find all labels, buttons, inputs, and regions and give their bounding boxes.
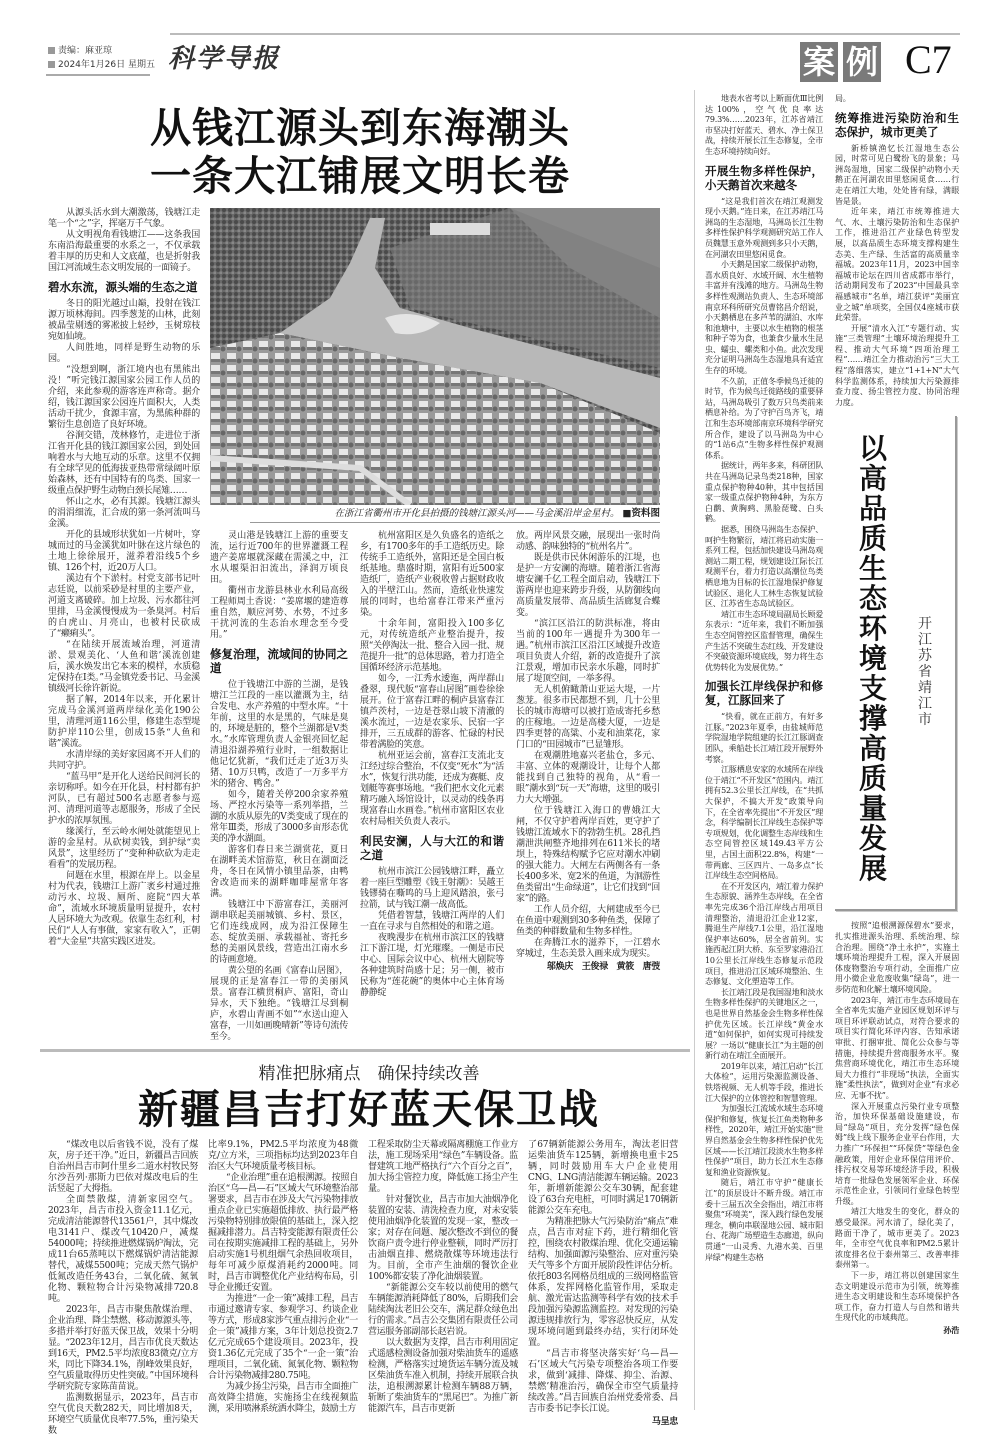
river-village-photo <box>210 208 660 505</box>
paragraph: 监测数据显示，2023年，昌吉市空气优良天数282天，同比增加8天，环境空气质量优良率77.5%，重污染天数 <box>48 1393 198 1436</box>
article3-column <box>835 921 959 1336</box>
paragraph: 十余年间，富阳投入100多亿元，对传统造纸产业整治提升，按照“关停淘汰一批、整合入园一批、规范提升一批”的总体思路，着力打造全国循环经济示范基地。 <box>360 619 504 673</box>
paragraph: “这是我们首次在靖江观测发现小天鹅。”连日来，在江苏靖江马洲岛的生态湿地，马洲岛长江生物多样性保护科学观测研究站工作人员魏慧玉意外观测到多只小天鹅，在河湖农田里悠闲觅食。 <box>705 196 823 259</box>
paragraph: 以大数据为支撑，昌吉市利用固定式遥感检测设备加强对柴油货车的遥感检测，严格落实过境货运车辆分流及城区柴油货车准入机制，持续开展联合执法，追根溯源累计检测车辆88万辆，斩断了柴油货车的“黑尾巴”。为推广新能源汽车，昌吉市更新 <box>368 1338 518 1414</box>
paragraph: 地表水省考以上断面优Ⅲ比例达100%，空气优良率达79.3%……2023年，江苏省靖江市坚决打好蓝天、碧水、净土保卫战，持续开展长江生态修复，全市生态环境持续向好。 <box>705 94 823 156</box>
paragraph: 杭州富阳区是久负盛名的造纸之乡，有1700多年的手工造纸历史。除传统手工造纸外，富阳还是全国白板纸基地。鼎盛时期，富阳有近500家造纸厂，造纸产业税收曾占据财政收入的半壁江山。然而，造纸业快速发展的同时，也给富春江带来严重污染。 <box>360 531 504 618</box>
article1-body <box>48 208 690 1043</box>
article2-column <box>528 1140 678 1428</box>
article1-headline <box>110 104 610 200</box>
paragraph: 据了解，2014年以来，开化累计完成马金溪河道两岸绿化美化190公里，清理河道116公里，修建生态型堤防护岸110公里，创成15条“人鱼和谐”溪流。 <box>48 695 200 749</box>
paragraph: 不久前，正值冬季候鸟迁徙的时节，作为候鸟迁徙路线的重要驿站，马洲岛吸引了数万只鸟类前来栖息补给。为了守护百鸟齐飞，靖江和生态环境部南京环境科学研究所合作，建设了以马洲岛为中心的“1站6点”生物多样性保护观测体系。 <box>705 376 823 460</box>
paragraph: 近年来，靖江市统筹推进大气、水、土壤污染防治和生态保护工作，推进沿江产业绿色转型发展，以高品质生态环境支撑构建生态美、生产绿、生活富的高质量幸福城。2023年11月，2023中国幸福城市论坛在四川省成都市举行，活动期间发布了2023“中国最具幸福感城市”名单，靖江获评“美丽宜业之城”单项奖，全国仅4座城市获此荣誉。 <box>835 207 959 323</box>
paragraph: 为推进“一企一策”减排工程，昌吉市通过邀请专家、参观学习、约谈企业等方式，形成8家涉气重点排污企业“一企一策”减排方案，3年计划总投资2.7亿元完成65个建设项目。2023年，投资1.36亿元完成了35个“一企一策”治理项目，二氧化硫、氮氧化物、颗粒物合计污染物减排280.75吨。 <box>208 1294 358 1381</box>
paragraph: 在不开发区内，靖江着力保护生态原貌、涵养生态岸线，在全省率先完成36个沿江岸线占用项目清理整治，清退沿江企业12家，腾退生产岸线7.1公里，沿江湿地保护率达60%，居全省前列。实施西起江阴大桥、东至罗家港沿江10公里长江岸线生态修复示范段项目，推进沿江区域环境整治、生态修复、文化塑造等工作。 <box>705 881 823 987</box>
paragraph: 全面禁散煤，清新家园空气。2023年，昌吉市投入资金11.1亿元，完成清洁能源替代13561户，其中煤改电3141户、煤改气10420户，减煤54000吨；持续推进燃煤锅炉淘汰，完成11台65蒸吨以下燃煤锅炉清洁能源替代，减煤5500吨；完成天然气锅炉低氮改造任务43台，二氧化硫、氮氧化物、颗粒物合计污染物减排720.8吨。 <box>48 1195 198 1304</box>
article2-body <box>48 1140 690 1437</box>
paragraph: 开化的县域形状犹如一片树叶，穿城而过的马金溪犹如叶脉在这片绿色的土地上徐徐展开，滋养着沿线5个乡镇、126个村，近20万人口。 <box>48 530 200 573</box>
article1-column <box>210 531 348 1043</box>
paragraph: 夜晚漫步在杭州市滨江区的钱塘江下游江堤，灯光璀璨。一侧是市民中心、国际会议中心、杭州大剧院等各种建筑时尚感十足；另一侧，被市民称为“莲花碗”的奥体中心主体育场静静绽 <box>360 933 504 998</box>
paragraph: 从源头活水到大潮激荡，钱塘江走笔一个“之”字，挥毫万千气象。 <box>48 208 200 229</box>
paragraph: 衢州市龙游县林业水利局高级工程师周土香说：“姜席堰的建造尊重自然，顺应河势、水势，不过多干扰河流的生态治水理念至今受用。” <box>210 586 348 640</box>
paragraph: 随后，靖江市守护“健康长江”的顶层设计不断升级。靖江市委十三届五次全会指出，靖江市将聚焦“环境美”，深入践行绿色发展理念，横向串联湿地公园、城市阳台、花海广场塑造生态廊道，纵向贯通“一山灵秀、九港水美、百里岸绿”构建生态格 <box>705 1178 823 1262</box>
paragraph: 钱塘江中下游富春江，美丽河湖串联起美丽城镇、乡村、景区，它们连线成网，成为沿江保障生态、绽放美丽、承载福祉、寄托乡愁的美丽风景线，营造出江南水乡的诗画意境。 <box>210 900 348 965</box>
paragraph: 水清岸绿的美好家园离不开人们的共同守护。 <box>48 750 200 771</box>
article3-column <box>835 94 959 408</box>
article2-column <box>48 1140 198 1437</box>
column-divider <box>694 90 695 1410</box>
headline-line: 一条大江铺展文明长卷 <box>150 152 570 200</box>
paragraph: 2019年以来，靖江启动“长江大体检”，运用污染源监测设备、铁塔视频、无人机等手段，推进长江大保护的立体管控和智慧管理。 <box>705 1061 823 1103</box>
article3-title-box <box>835 416 957 911</box>
paragraph: 江豚栖息安家的水域所在岸线位于靖江“不开发区”范围内。靖江拥有52.3公里长江岸线，在“共抓大保护，不搞大开发”政策导向下，在全省率先提出“不开发区”理念，科学编制长江岸线生态保护等专项规划，优化调整生态岸线和生态空间管控区域149.43平方公里，占国土面积22.8%，构建“一带两廊、三区四片、一岛多点”长江岸线生态空间格局。 <box>705 765 823 881</box>
caption-text: 在浙江省衢州市开化县拍摄的钱塘江源头河——马金溪沿岸金星村。 <box>334 508 620 519</box>
subheading: 统筹推进污染防治和生态保护，城市更美了 <box>835 110 959 139</box>
paragraph: 下一步，靖江将以创建国家生态文明建设示范市为引领，统筹推进生态文明建设和生态环境保护各项工作，奋力打造人与自然和谐共生现代化的市域典范。 <box>835 1271 959 1323</box>
paragraph: 2023年，昌吉市聚焦散煤治理、企业治理、降尘禁燃、移动源源头等，多措并举打好蓝天保卫战，效果十分明显。“2023年12月，昌吉市优良天数达到16天，PM2.5平均浓度83微克/立方米，同比下降34.1%，削峰效果良好，空气质量取得历史性突破。”中国环境科学研究院专家陈苗苗说。 <box>48 1305 198 1392</box>
editor: 责编：麻亚琼 <box>58 46 113 56</box>
paragraph: 工程采取防尘天幕或隔离棚施工作业方法，施工现场采用“绿色”车辆设备。监督建筑工地严格执行“六个百分之百”，加大扬尘管控力度，降低施工扬尘产生量。 <box>368 1140 518 1194</box>
paragraph: 工作人员介绍，大闸建成至今已在鱼道中观测到30多种鱼类，保障了鱼类的种群数量和生物多样性。 <box>516 905 660 937</box>
paragraph: “蓝马甲”是开化人送给民间河长的亲切称呼。如今在开化县，村村都有护河队，已有超过500名志愿者参与巡河、清理河道等志愿服务，形成了全民护水的浓厚氛围。 <box>48 772 200 826</box>
masthead-rule <box>170 33 960 35</box>
article1-photo-and-columns <box>210 208 662 1043</box>
paragraph: 为加强长江流域水域生态环境保护和修复，恢复长江鱼类物种多样性，2020年，靖江开始实施“世界自然基金会生物多样性保护优先区域——长江靖江段淡水生物多样性保护”项目，助力长江水生态修复和渔业资源恢复。 <box>705 1104 823 1177</box>
paragraph: 放。两岸风景交融，展现出一张时尚动感、韵味独特的“杭州名片”。 <box>516 531 660 552</box>
paragraph: 长江靖江段是我国湿地和淡水生物多样性保护的关键地区之一，也是世界自然基金会生物多样性保护优先区域。长江岸线“黄金水道”如何保护，如何实现可持续发展？一场以“健康长江”为主题的创新行动在靖江全面展开。 <box>705 987 823 1061</box>
subheading: 碧水东流，源头端的生态之道 <box>48 280 198 294</box>
paragraph: 冬日的阳光越过山巅，投射在钱江源万顷林海间。四季葱茏的山林，此刻被晶莹剔透的雾凇披上轻纱，玉树琼枝宛如仙境。 <box>48 299 200 342</box>
headline-line: 从钱江源头到东海潮头 <box>150 104 570 152</box>
paragraph: 杭州亚运会前，富春江支流北支江经过综合整治，不仅变“死水”为“活水”，恢复行洪功能，还成为赛艇、皮划艇等赛事场地。“我们把水文化元素精巧融入场馆设计，以灵动的线条再现富春山水画卷。”杭州市富阳区农业农村局相关负责人表示。 <box>360 751 504 827</box>
paragraph: 如今，一江秀水逶迤，两岸群山叠翠，现代版“富春山居图”画卷徐徐展开。位于富春江畔的桐庐县富春江镇芦茨村，一边是苍翠山坡下清澈的溪水流过，一边是农家乐、民宿一字排开，三五成群的游客、忙碌的村民带着满脸的笑意。 <box>360 674 504 750</box>
paragraph: 无人机俯瞰萧山亚运大堤，一片葱茏。很多市民都想不到，几十公里长的城市海塘可以被打造成寄托乡愁的庄稼地。一边是高楼大厦，一边是四季更替的高粱、小麦和油菜花，家门口的“田园城市”已显雏形。 <box>516 685 660 750</box>
paragraph: 比率9.1%，PM2.5平均浓度为48微克/立方米，三项指标均达到2023年自治区大气环境质量考核目标。 <box>208 1140 358 1172</box>
paragraph: 杭州市滨江公园钱塘江畔，矗立着一座巨型雕塑《钱王射潮》：吴越王钱镠骑在嘶鸣的马上迎风踏浪，张弓拉箭，试与钱江潮一战高低。 <box>360 867 504 910</box>
paragraph: 2023年，靖江市生态环境局在全省率先实施产业园区规划环评与项目环评联动试点，对符合要求的项目实行简化环评内容、告知承诺审批、打捆审批、简化公众参与等措施，持续提升营商服务水平。聚焦营商环境优化，靖江市生态环境局大力推行“非现场”执法，全面实施“柔性执法”，做到对企业“有求必应、无事不扰”。 <box>835 995 959 1100</box>
paragraph: 凭借着智慧，钱塘江两岸的人们一直在寻求与自然相处的和谐之道。 <box>360 911 504 932</box>
paragraph: 位于钱塘江中游的兰湖，是钱塘江兰江段的一座以灌溉为主，结合发电、水产养殖的中型水库。“十年前，这里的水是黑的，气味是臭的，环境是脏的，整个兰湖都是Ⅴ类水。”水库管理负责人金银亮回忆起清退沿湖养殖行业时，一组数据让他记忆犹新，“我们迁走了近3万头猪、10万只鸭，改造了一万多平方米的猪舍、鸭舍。” <box>210 680 348 789</box>
issue-date: 2024年1月26日 星期五 <box>58 60 155 70</box>
paragraph: 从文明视角看钱塘江——这条我国东南沿海最重要的水系之一，不仅承载着丰厚的历史和人文底蕴，也是折射我国江河流域生态文明发展的一面镜子。 <box>48 230 200 273</box>
page-number: C7 <box>905 37 952 82</box>
article3-right-stack <box>835 94 959 1337</box>
article1-columns-row <box>210 531 662 1043</box>
subheading: 修复治理，流域间的协同之道 <box>210 647 348 675</box>
paragraph: 开展“清水入江”专题行动、实施“三类管理”土壤环境治理提升工程、推动大气环境“四项治理工程”……靖江全力推动治污“三大工程”落细落实，建立“1+1+N”大气科学监测体系，持续加大污染源排查力度、扬尘管控力度、协同治理力度。 <box>835 323 959 407</box>
square-bullet-icon <box>48 61 55 68</box>
paragraph: 问题在水里，根源在岸上。以金星村为代表，钱塘江上游广袤乡村通过推动污水、垃圾、厕所、庭院“四大革命”，流域水环境质量明显提升，农村人居环境大为改观。依靠生态红利，村民们“人人有事做，家家有收入”，正朝着“大金星”共富实践区进发。 <box>48 871 200 947</box>
newspaper-logo: 科学导报 <box>168 44 281 74</box>
paragraph: “滨江区沿江的防洪标准，将由当前的100年一遇提升为300年一遇。”杭州市滨江区沿江区域提升改造项目负责人介绍，新的改造提升了滨江景观，增加市民亲水乐趣，同时扩展了堤顶空间，一举多得。 <box>516 619 660 684</box>
paragraph: “快看，就在正前方，有好多江豚。”2023年夏季，由盐城师范学院湿地学院组建的长江江豚调查团队，乘船赴长江靖江段开展野外考察。 <box>705 712 823 764</box>
paragraph: 据统计，两年多来，科研团队共在马洲岛记录鸟类218种，国家重点保护物种40种，其中包括国家一级重点保护物种4种，为东方白鹳、黄胸鹀、黑脸琵鹭、白头鹤。 <box>705 461 823 524</box>
byline: 邬焕庆 王俊禄 黄筱 唐弢 <box>546 962 660 972</box>
paragraph: 缘溪行，至云岭水闸处就能望见上游的金星村。从砍树卖钱，到护绿“卖风景”，这里经历了“变种种砍砍为走走看看”的发展历程。 <box>48 827 200 870</box>
paragraph: 怀山之水，必有其源。钱塘江源头的涓涓细流，汇合成的第一条河流叫马金溪。 <box>48 497 200 529</box>
article2-headline: 新疆昌吉打好蓝天保卫战 <box>138 1086 600 1133</box>
paragraph: 谷涧交错，茂林修竹，走进位于浙江省开化县的钱江源国家公园，到处回响着水与大地互动的乐章。这里不仅拥有全球罕见的低海拔亚热带常绿阔叶原始森林，还有中国特有的鸟类、国家一级重点保护野生动物白颈长尾雉…… <box>48 431 200 496</box>
paragraph: 小天鹅是国家二级保护动物，喜水质良好、水域开阔、水生植物丰富并有浅滩的地方。马洲岛生物多样性观测站负责人、生态环境部南京环科所研究员曹铭昌介绍说，小天鹅栖息在多芦苇的湖泊、水库和池塘中，主要以水生植物的根茎和种子等为食，也兼食少量水生昆虫、蠕虫、螺类和小鱼。此次发现充分证明马洲岛生态湿地具有适宜生存的环境。 <box>705 260 823 376</box>
subheading: 利民安澜，人与大江的和谐之道 <box>360 834 504 862</box>
article3-region <box>705 94 990 1337</box>
paragraph: “新能源公交车较以前使用的燃气车辆能源消耗降低了80%，后期我们会陆续淘汰老旧公交车，满足群众绿色出行的需求。”昌吉公交集团有限责任公司营运服务部副部长赵岩说。 <box>368 1283 518 1337</box>
article1-column <box>360 531 504 999</box>
paragraph: “没想到啊，浙江境内也有黑熊出没！”听完钱江源国家公园工作人员的介绍，来此参观的游客连声称奇。据介绍，钱江源国家公园连片面积大，人类活动干扰少，食源丰富，为黑熊种群的繁衍生息创造了良好环境。 <box>48 365 200 430</box>
paragraph: 为精准把脉大气污染防治“痛点”难点，昌吉市对症下药，进行精细化管控，围绕农村散煤治理、优化交通运输结构、加强面源污染整治、应对重污染天气等多个方面开展阶段性评估分析。依托803名网格员组成的三级网格监管体系，发挥网格化监管作用，采取走航、激光雷达监测等科学有效的技术手段加强污染源监测监控。对发现的污染源违规排放行为，零容忍快反应，从发现环境问题到最终办结，实行闭环处置。 <box>528 1217 678 1348</box>
article2-column <box>208 1140 358 1415</box>
paragraph: 人间胜地，同样是野生动物的乐园。 <box>48 343 200 364</box>
meta-rule <box>46 74 150 76</box>
paragraph: “企业治理”重在追根溯源。按照自治区“乌—昌—石”区域大气环境整治部署要求，昌吉市在涉及大气污染物排放重点企业已实施超低排放、执行最严格污染物特别排放限值的基础上，深入挖掘减排潜力。昌吉特变能源有限责任公司在按期实施减排工程的基础上，另外启动实施1号机组烟气余热回收项目，每年可减少原煤消耗约2000吨。同时，昌吉市调整优化产业结构布局，引导企业搬迁安置。 <box>208 1173 358 1293</box>
section-divider <box>40 1049 690 1052</box>
paragraph: 在观潮胜地嘉兴老盐仓，多元、丰富、立体的观潮设计，让每个人都能找到自己独特的视角，从“看一眼”潮水到“玩一天”海塘，这里的吸引力大大增强。 <box>516 751 660 805</box>
byline: 马呈忠 <box>651 1417 678 1427</box>
paragraph: 局。 <box>835 94 851 103</box>
paragraph: “在陆续开展流域治理，河道清淤、景观美化、‘人鱼和谐’溪流创建后，溪水焕发出它本来的模样，水质稳定保持在Ⅰ类。”马金镇党委书记、马金溪镇级河长徐许新说。 <box>48 640 200 694</box>
photo-caption <box>250 505 660 523</box>
paragraph: 针对餐饮业，昌吉市加大油烟净化装置的安装、清洗检查力度，对未安装使用油烟净化装置的发现一家，整改一家；对存在问题、屡次整改不到位的餐饮商户责令进行停业整顿，同时严厉打击油烟直排、燃烧散煤等环境违法行为。目前，全市产生油烟的餐饮企业100%都安装了净化油烟装置。 <box>368 1195 518 1282</box>
paragraph: 新桥镇渔忆长江湿地生态公园，时常可见白鹭纷飞的景象；马洲岛湿地，国家二级保护动物小天鹅正在河湖农田里悠闲觅食……行走在靖江大地，处处皆有绿，满眼皆是景。 <box>835 143 959 206</box>
article3-vertical-title: 以高品质生态环境支撑高质量发展 <box>858 432 887 886</box>
article3-column <box>705 94 823 1263</box>
paragraph: 为减少扬尘污染，昌吉市全面推广高效降尘措施，实施扬尘在线视频监测，采用喷淋系统洒水降尘，鼓励土方 <box>208 1382 358 1414</box>
paragraph: 溪边有个下淤村。村党支部书记叶志廷说，以前采砂是村里的主要产业，河道支离破碎。加上垃圾、污水都往河里排，马金溪慢慢成为一条臭河。村后的白虎山、月亮山，也被村民砍成了“癞痢头”。 <box>48 574 200 639</box>
square-bullet-icon <box>48 47 55 54</box>
article1-column <box>48 208 200 948</box>
article1-column <box>516 531 660 973</box>
article2-kicker: 精准把脉痛点 确保持续改善 <box>258 1064 480 1084</box>
paragraph: 位于钱塘江入海口的曹娥江大闸，不仅守护着两岸百姓，更守护了钱塘江流域水下的勃勃生机。28孔挡潮泄洪闸整齐地排列在611米长的堵坝上，特殊结构赋予它应对潮水冲刷的强大能力。大闸左右两侧各有一条长400多米、宽2米的鱼道，为洄游性鱼类留出“生命绿道”，让它们找到“回家”的路。 <box>516 806 660 904</box>
paragraph: 在奔腾江水的滋养下，一江碧水穿城过，生态美景入画来成为现实。 <box>516 938 660 959</box>
paragraph: “昌吉市将坚决落实好‘乌—昌—石’区域大气污染专项整治各项工作要求，做到‘减排、降煤、抑尘、治源、禁燃’精准治污，确保全市空气质量持续改善。”昌吉回族自治州党委常委、昌吉市委书记李长江说。 <box>528 1349 678 1414</box>
main-left-region <box>48 104 690 1437</box>
paragraph: 黄公望的名画《富春山居图》，展现的正是富春江一带的美丽风景。富春江横贯桐庐、富阳，奇山异水，天下独绝。“钱塘江尽到桐庐，水碧山青画不如”“水送山迎入富春，一川如画晚晴新”等诗句流传至今。 <box>210 966 348 1042</box>
aerial-landscape-image <box>210 208 660 505</box>
paragraph: 灵山港是钱塘江上游的重要支流，运行近700年的世界灌溉工程遗产姜席堰就深藏在需溪之中，江水从堰渠汩汩流出，泽润万顷良田。 <box>210 531 348 585</box>
paragraph: 靖江大地发生的变化，群众的感受最深。河水清了，绿化美了，路面干净了，城市更美了。2023年，全市空气优良率和PM2.5累计浓度排名位于泰州第三、改善率排泰州第一。 <box>835 1207 959 1270</box>
paragraph: 据悉，围绕马洲岛生态保护、呵护生物繁衍，靖江将启动实施一系列工程，包括加快建设马洲岛观测站二期工程，规划建设江际长江观测平台，着力打造以高潮位鸟类栖息地为目标的长江湿地保护修复试验区、退化人工林生态恢复试验区、江苏省生态岛试验区。 <box>705 524 823 609</box>
byline: 孙浩 <box>943 1326 959 1335</box>
article2-column <box>368 1140 518 1415</box>
paragraph: 如今，随着关停200余家养殖场、严控水污染等一系列举措，兰湖的水质从原先的Ⅴ类变成了现在的常年Ⅲ类，形成了3000多亩形态优美的净水湖面。 <box>210 790 348 844</box>
section-char: 案 <box>800 42 838 82</box>
masthead-meta <box>48 44 155 72</box>
paragraph: 靖江市生态环境局副局长顾爱东表示：“近年来，我们不断加强生态空间管控区监督管理，确保生产生活不突破生态红线、开发建设不突破资源环境底线，努力将生态优势转化为发展优势。” <box>705 609 823 672</box>
photo-credit: ■资料图 <box>622 508 660 519</box>
paragraph: 深入开展重点污染行业专项整治，加快环保基础设施建设，布局“绿岛”项目，充分发挥“绿色保姆”线上线下服务企业平台作用，大力推广“环保担”“环保贷”等绿色金融政策，用好企业环保信用评价、排污权交易等环境经济手段，积极培育一批绿色发展领军企业、环保示范性企业，引领同行业绿色转型升级。 <box>835 1101 959 1206</box>
paragraph: 了67辆新能源公务用车，淘汰老旧营运柴油货车125辆，新增换电重卡25辆，同时鼓励用车大户企业使用CNG、LNG清洁能源车辆运输。2023年，新增新能源公交车30辆，配套建设了63台充电桩，可同时满足170辆新能源公交车充电。 <box>528 1140 678 1216</box>
subheading: 加强长江岸线保护和修复，江豚回来了 <box>705 679 823 708</box>
paragraph: 既是供市民休闲游乐的江堤，也是护一方安澜的海塘。随着浙江省海塘安澜千亿工程全面启动，钱塘江下游两岸也迎来跨步升级，从防御线向高质量发展带、高品质生活廊复合蝶变。 <box>516 553 660 618</box>
section-char: 例 <box>843 42 881 82</box>
paragraph: “煤改电以后省钱不说，没有了煤灰，房子还干净。”近日，新疆昌吉回族自治州昌吉市阿什里乡二道水村牧民努尔沙吾列·那斯力巴依对煤改电后的生活竖起了大拇指。 <box>48 1140 198 1194</box>
paragraph: 游客们春日来兰湖赏花，夏日在湖畔美术馆游览，秋日在湖面泛舟，冬日在风情小镇里品茶，由鸭舍改造而来的湖畔咖啡屋常年客满。 <box>210 845 348 899</box>
article3-location: 开江苏省靖江市 <box>918 616 932 729</box>
paragraph: 按照“追根溯源保碧水”要求，扎实推进源头治理、系统治理、综合治理。围绕“净土永护”，实施土壤环境治理提升工程，深入开展固体废物整治专项行动，全面推广应用小微企业危废收集“绿岛”，进一步防范和化解土壤环境风险。 <box>835 921 959 994</box>
subheading: 开展生物多样性保护，小天鹅首次来越冬 <box>705 163 823 192</box>
